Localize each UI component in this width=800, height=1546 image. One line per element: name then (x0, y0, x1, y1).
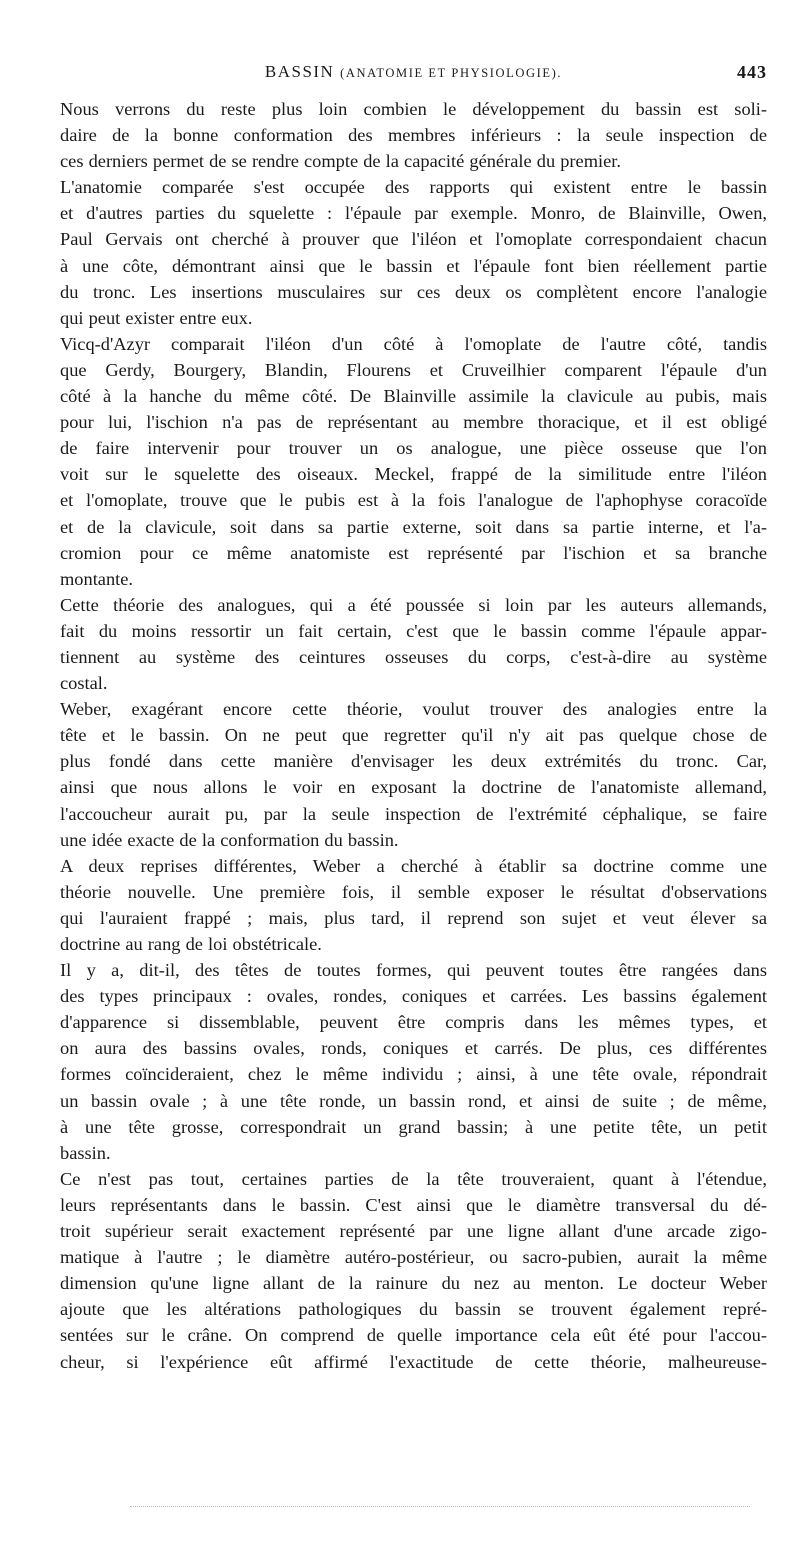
text-line: tête et le bassin. On ne peut que regretter qu'il n'y ait pas quelque chose de (60, 725, 767, 746)
text-line: leurs représentants dans le bassin. C'est ainsi que le diamètre transversal du dé- (60, 1194, 767, 1215)
text-line: cromion pour ce même anatomiste est représenté par l'ischion et sa branche (60, 542, 767, 563)
text-line: de faire intervenir pour trouver un os analogue, une pièce osseuse que l'on (60, 438, 767, 459)
text-line: ces derniers permet de se rendre compte de la capacité générale du premier. (60, 151, 622, 172)
text-line: d'apparence si dissemblable, peuvent être compris dans les mêmes types, et (60, 1012, 767, 1033)
text-line: plus fondé dans cette manière d'envisager les deux extrémités du tronc. Car, (60, 751, 767, 772)
paragraph (60, 696, 767, 853)
text-line: Cette théorie des analogues, qui a été poussée si loin par les auteurs allemands, (60, 594, 767, 615)
text-line: une idée exacte de la conformation du bassin. (60, 829, 399, 850)
text-line: sentées sur le crâne. On comprend de quelle importance cela eût été pour l'accou- (60, 1325, 767, 1346)
text-line: cheur, si l'expérience eût affirmé l'exactitude de cette théorie, malheureuse- (60, 1351, 767, 1372)
text-line: matique à l'autre ; le diamètre autéro-postérieur, ou sacro-pubien, aurait la même (60, 1247, 767, 1268)
bottom-rule (130, 1506, 750, 1507)
text-line: ajoute que les altérations pathologiques du bassin se trouvent également repré- (60, 1299, 767, 1320)
running-title (60, 62, 767, 82)
text-line: qui l'auraient frappé ; mais, plus tard, il reprend son sujet et veut élever sa (60, 907, 767, 928)
paragraph (60, 1166, 767, 1375)
paragraph (60, 174, 767, 331)
text-line: Weber, exagérant encore cette théorie, voulut trouver des analogies entre la (60, 699, 767, 720)
page-number: 443 (737, 62, 767, 82)
paragraph (60, 853, 767, 957)
text-line: un bassin ovale ; à une tête ronde, un bassin rond, et ainsi de suite ; de même, (60, 1090, 767, 1111)
text-line: l'accoucheur aurait pu, par la seule inspection de l'extrémité céphalique, se faire (60, 803, 767, 824)
text-line: théorie nouvelle. Une première fois, il semble exposer le résultat d'observations (60, 881, 767, 902)
text-line: A deux reprises différentes, Weber a cherché à établir sa doctrine comme une (60, 855, 767, 876)
text-line: Vicq-d'Azyr comparait l'iléon d'un côté à l'omoplate de l'autre côté, tandis (60, 333, 767, 354)
body-text (60, 96, 767, 1375)
text-line: Ce n'est pas tout, certaines parties de la tête trouveraient, quant à l'étendue, (60, 1168, 767, 1189)
text-line: on aura des bassins ovales, ronds, coniques et carrés. De plus, ces différentes (60, 1038, 767, 1059)
document-page (60, 0, 767, 1546)
text-line: Il y a, dit-il, des têtes de toutes formes, qui peuvent toutes être rangées dans (60, 960, 767, 981)
paragraph (60, 592, 767, 696)
text-line: ainsi que nous allons le voir en exposant la doctrine de l'anatomiste allemand, (60, 777, 767, 798)
text-line: montante. (60, 568, 134, 589)
text-line: costal. (60, 673, 108, 694)
text-line: daire de la bonne conformation des membres inférieurs : la seule inspection de (60, 125, 767, 146)
text-line: à une côte, démontrant ainsi que le bassin et l'épaule font bien réellement partie (60, 255, 767, 276)
text-line: troit supérieur serait exactement représenté par une ligne allant d'une arcade zigo- (60, 1221, 767, 1242)
text-line: qui peut exister entre eux. (60, 307, 253, 328)
text-line: des types principaux : ovales, rondes, coniques et carrées. Les bassins également (60, 986, 767, 1007)
text-line: doctrine au rang de loi obstétricale. (60, 934, 322, 954)
text-line: et de la clavicule, soit dans sa partie externe, soit dans sa partie interne, et l'a- (60, 516, 767, 537)
text-line: L'anatomie comparée s'est occupée des rapports qui existent entre le bassin (60, 177, 767, 198)
text-line: côté à la hanche du même côté. De Blainville assimile la clavicule au pubis, mais (60, 386, 767, 407)
text-line: fait du moins ressortir un fait certain, c'est que le bassin comme l'épaule appar- (60, 620, 767, 641)
text-line: voit sur le squelette des oiseaux. Meckel, frappé de la similitude entre l'iléon (60, 464, 767, 485)
text-line: bassin. (60, 1142, 111, 1163)
text-line: formes coïncideraient, chez le même individu ; ainsi, à une tête ovale, répondrait (60, 1064, 767, 1085)
running-head (60, 62, 767, 86)
paragraph (60, 331, 767, 592)
paragraph (60, 957, 767, 1166)
text-line: tiennent au système des ceintures osseuses du corps, c'est-à-dire au système (60, 646, 767, 667)
text-line: Nous verrons du reste plus loin combien le développement du bassin est soli- (60, 99, 767, 119)
text-line: dimension qu'une ligne allant de la rainure du nez au menton. Le docteur Weber (60, 1273, 767, 1294)
running-title-main: BASSIN (264, 62, 335, 81)
text-line: et d'autres parties du squelette : l'épaule par exemple. Monro, de Blainville, Owen, (60, 203, 767, 224)
text-line: et l'omoplate, trouve que le pubis est à la fois l'analogue de l'aphophyse coracoïde (60, 490, 767, 511)
running-title-sub: (ANATOMIE ET PHYSIOLOGIE). (340, 66, 563, 80)
text-line: à une tête grosse, correspondrait un grand bassin; à une petite tête, un petit (60, 1116, 767, 1137)
text-line: du tronc. Les insertions musculaires sur ces deux os complètent encore l'analogie (60, 281, 767, 302)
text-line: pour lui, l'ischion n'a pas de représentant au membre thoracique, et il est obligé (60, 412, 767, 433)
text-line: que Gerdy, Bourgery, Blandin, Flourens et Cruveilhier comparent l'épaule d'un (60, 359, 767, 380)
paragraph (60, 96, 767, 174)
text-line: Paul Gervais ont cherché à prouver que l'iléon et l'omoplate correspondaient chacun (60, 229, 767, 250)
